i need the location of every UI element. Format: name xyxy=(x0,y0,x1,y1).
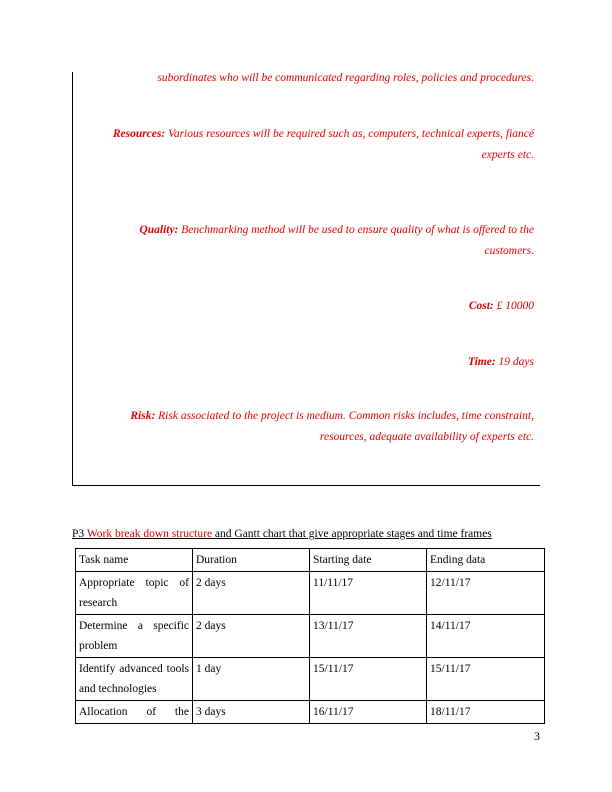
end-date-cell: 14/11/17 xyxy=(427,615,545,658)
cost-text: £ 10000 xyxy=(493,300,534,312)
risk-text: Risk associated to the project is medium. Common risks includes, time constraint, resources, adequate availability of experts etc. xyxy=(155,410,534,443)
task-name-cell: Identify advanced tools and technologies xyxy=(76,658,193,701)
cost-paragraph xyxy=(94,296,534,317)
intro-paragraph xyxy=(94,68,534,89)
duration-cell: 1 day xyxy=(193,658,310,701)
time-label: Time: xyxy=(467,356,496,368)
task-name-cell: Determine a specific problem xyxy=(76,615,193,658)
quality-label: Quality: xyxy=(139,224,179,236)
header-ending-date: Ending data xyxy=(427,549,545,572)
cost-label: Cost: xyxy=(468,300,494,312)
intro-text: subordinates who will be communicated regarding roles, policies and procedures. xyxy=(157,72,534,84)
time-paragraph xyxy=(94,352,534,373)
end-date-cell: 18/11/17 xyxy=(427,701,545,724)
task-name-cell: Allocation of the xyxy=(76,701,193,724)
duration-cell: 2 days xyxy=(193,572,310,615)
header-duration: Duration xyxy=(193,549,310,572)
start-date-cell: 13/11/17 xyxy=(310,615,427,658)
quality-paragraph xyxy=(94,220,534,262)
end-date-cell: 12/11/17 xyxy=(427,572,545,615)
time-text: 19 days xyxy=(495,356,534,368)
table-row xyxy=(76,701,545,724)
task-table xyxy=(75,548,545,724)
resources-paragraph xyxy=(94,124,534,166)
duration-cell: 3 days xyxy=(193,701,310,724)
duration-cell: 2 days xyxy=(193,615,310,658)
quality-text: Benchmarking method will be used to ensure quality of what is offered to the customers. xyxy=(178,224,534,257)
table-header-row xyxy=(76,549,545,572)
risk-paragraph xyxy=(94,406,534,448)
task-name-cell: Appropriate topic of research xyxy=(76,572,193,615)
section-heading xyxy=(72,528,492,540)
section-prefix: P3 xyxy=(72,528,87,540)
header-task-name: Task name xyxy=(76,549,193,572)
section-link-text: Work break down structure xyxy=(86,528,213,540)
section-suffix: and Gantt chart that give appropriate stages and time frames xyxy=(212,528,492,540)
header-starting-date: Starting date xyxy=(310,549,427,572)
resources-label: Resources: xyxy=(112,128,166,140)
page-number: 3 xyxy=(534,729,540,743)
start-date-cell: 15/11/17 xyxy=(310,658,427,701)
start-date-cell: 11/11/17 xyxy=(310,572,427,615)
table-row xyxy=(76,572,545,615)
end-date-cell: 15/11/17 xyxy=(427,658,545,701)
resources-text: Various resources will be required such as, computers, technical experts, fiancé experts etc. xyxy=(165,128,534,161)
start-date-cell: 16/11/17 xyxy=(310,701,427,724)
table-row xyxy=(76,658,545,701)
table-row xyxy=(76,615,545,658)
risk-label: Risk: xyxy=(130,410,156,422)
